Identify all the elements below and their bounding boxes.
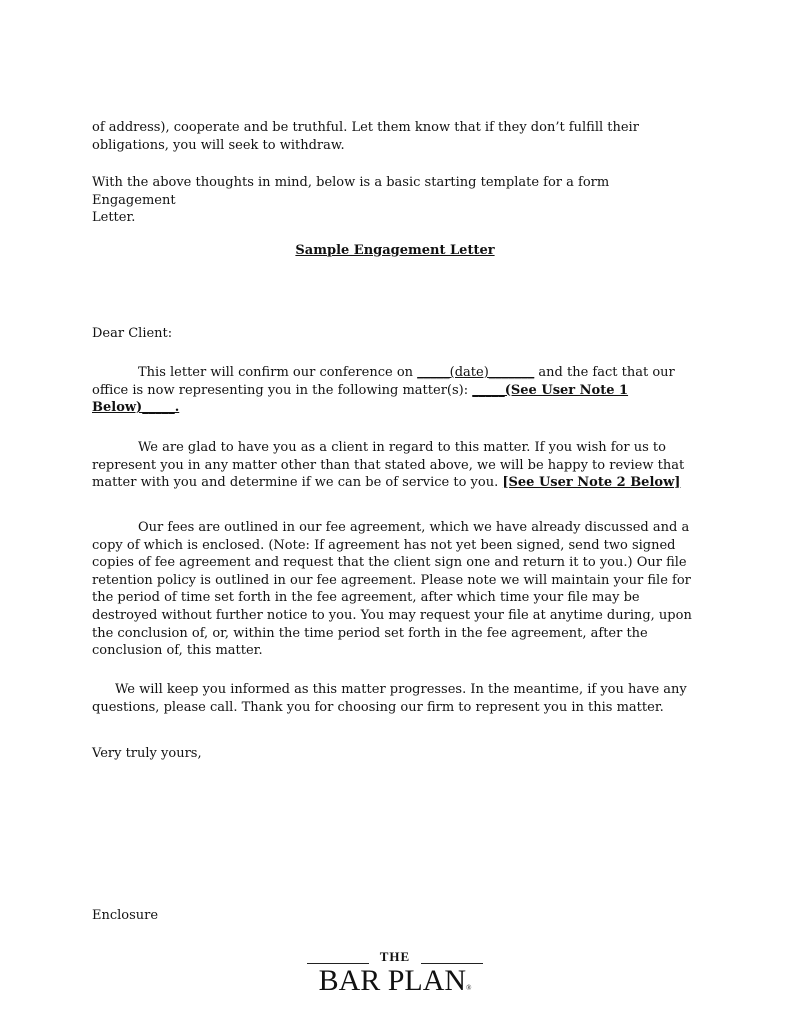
user-note-2: [See User Note 2 Below]	[502, 475, 681, 491]
intro-paragraph	[92, 119, 696, 154]
client-line-2: represent you in any matter other than that stated above, we will be happy to review that	[92, 457, 685, 473]
client-line-3: matter with you and determine if we can be of service to you.	[92, 475, 503, 491]
user-note-1-b: Below)_____.	[92, 400, 180, 416]
fees-line-4: retention policy is outlined in our fee agreement. Please note we will maintain your file for	[92, 572, 691, 588]
closing: Very truly yours,	[92, 746, 202, 761]
bar-plan-logo	[305, 950, 485, 1002]
intro-line-1: of address), cooperate and be truthful. Let them know that if they don’t fulfill their	[92, 120, 639, 135]
conference-paragraph	[92, 364, 696, 417]
enclosure: Enclosure	[92, 908, 159, 923]
fees-line-5: the period of time set forth in the fee agreement, after which time your file may be	[92, 590, 640, 606]
fees-line-6: destroyed without further notice to you. You may request your file at anytime during, upon	[92, 607, 692, 623]
letter-title: Sample Engagement Letter	[295, 243, 495, 258]
fees-line-7: the conclusion of, or, within the time period set forth in the fee agreement, after the	[92, 625, 648, 641]
conference-line-2: office is now representing you in the following matter(s):	[92, 382, 473, 398]
registered-mark: ®	[466, 984, 472, 992]
fees-line-8: conclusion of, this matter.	[92, 643, 263, 659]
template-intro-paragraph	[92, 174, 696, 227]
date-blank: _____(date)_______	[417, 365, 535, 380]
intro-line-2: obligations, you will seek to withdraw.	[92, 137, 345, 153]
logo-main-text	[305, 964, 485, 1005]
template-intro-line-1: With the above thoughts in mind, below is a basic starting template for a form Engagement	[92, 175, 610, 208]
inform-paragraph	[92, 681, 696, 716]
fees-paragraph	[92, 519, 696, 660]
client-line-1: We are glad to have you as a client in regard to this matter. If you wish for us to	[138, 440, 666, 455]
inform-line-1: We will keep you informed as this matter progresses. In the meantime, if you have any	[115, 682, 687, 697]
inform-line-2: questions, please call. Thank you for choosing our firm to represent you in this matter.	[92, 699, 664, 715]
conference-mid: and the fact that our	[534, 365, 675, 380]
client-paragraph	[92, 439, 696, 492]
template-intro-line-2: Letter.	[92, 210, 136, 226]
logo-wordmark: BAR PLAN	[318, 964, 467, 997]
user-note-1-a: _____(See User Note 1	[472, 382, 629, 398]
conference-lead: This letter will confirm our conference on	[138, 365, 418, 380]
logo-the-text: THE	[379, 949, 411, 964]
fees-line-1: Our fees are outlined in our fee agreement, which we have already discussed and a	[138, 520, 690, 535]
fees-line-3: copies of fee agreement and request that the client sign one and return it to you.) Our file	[92, 555, 687, 571]
salutation: Dear Client:	[92, 326, 173, 341]
fees-line-2: copy of which is enclosed. (Note: If agreement has not yet been signed, send two signed	[92, 537, 676, 553]
